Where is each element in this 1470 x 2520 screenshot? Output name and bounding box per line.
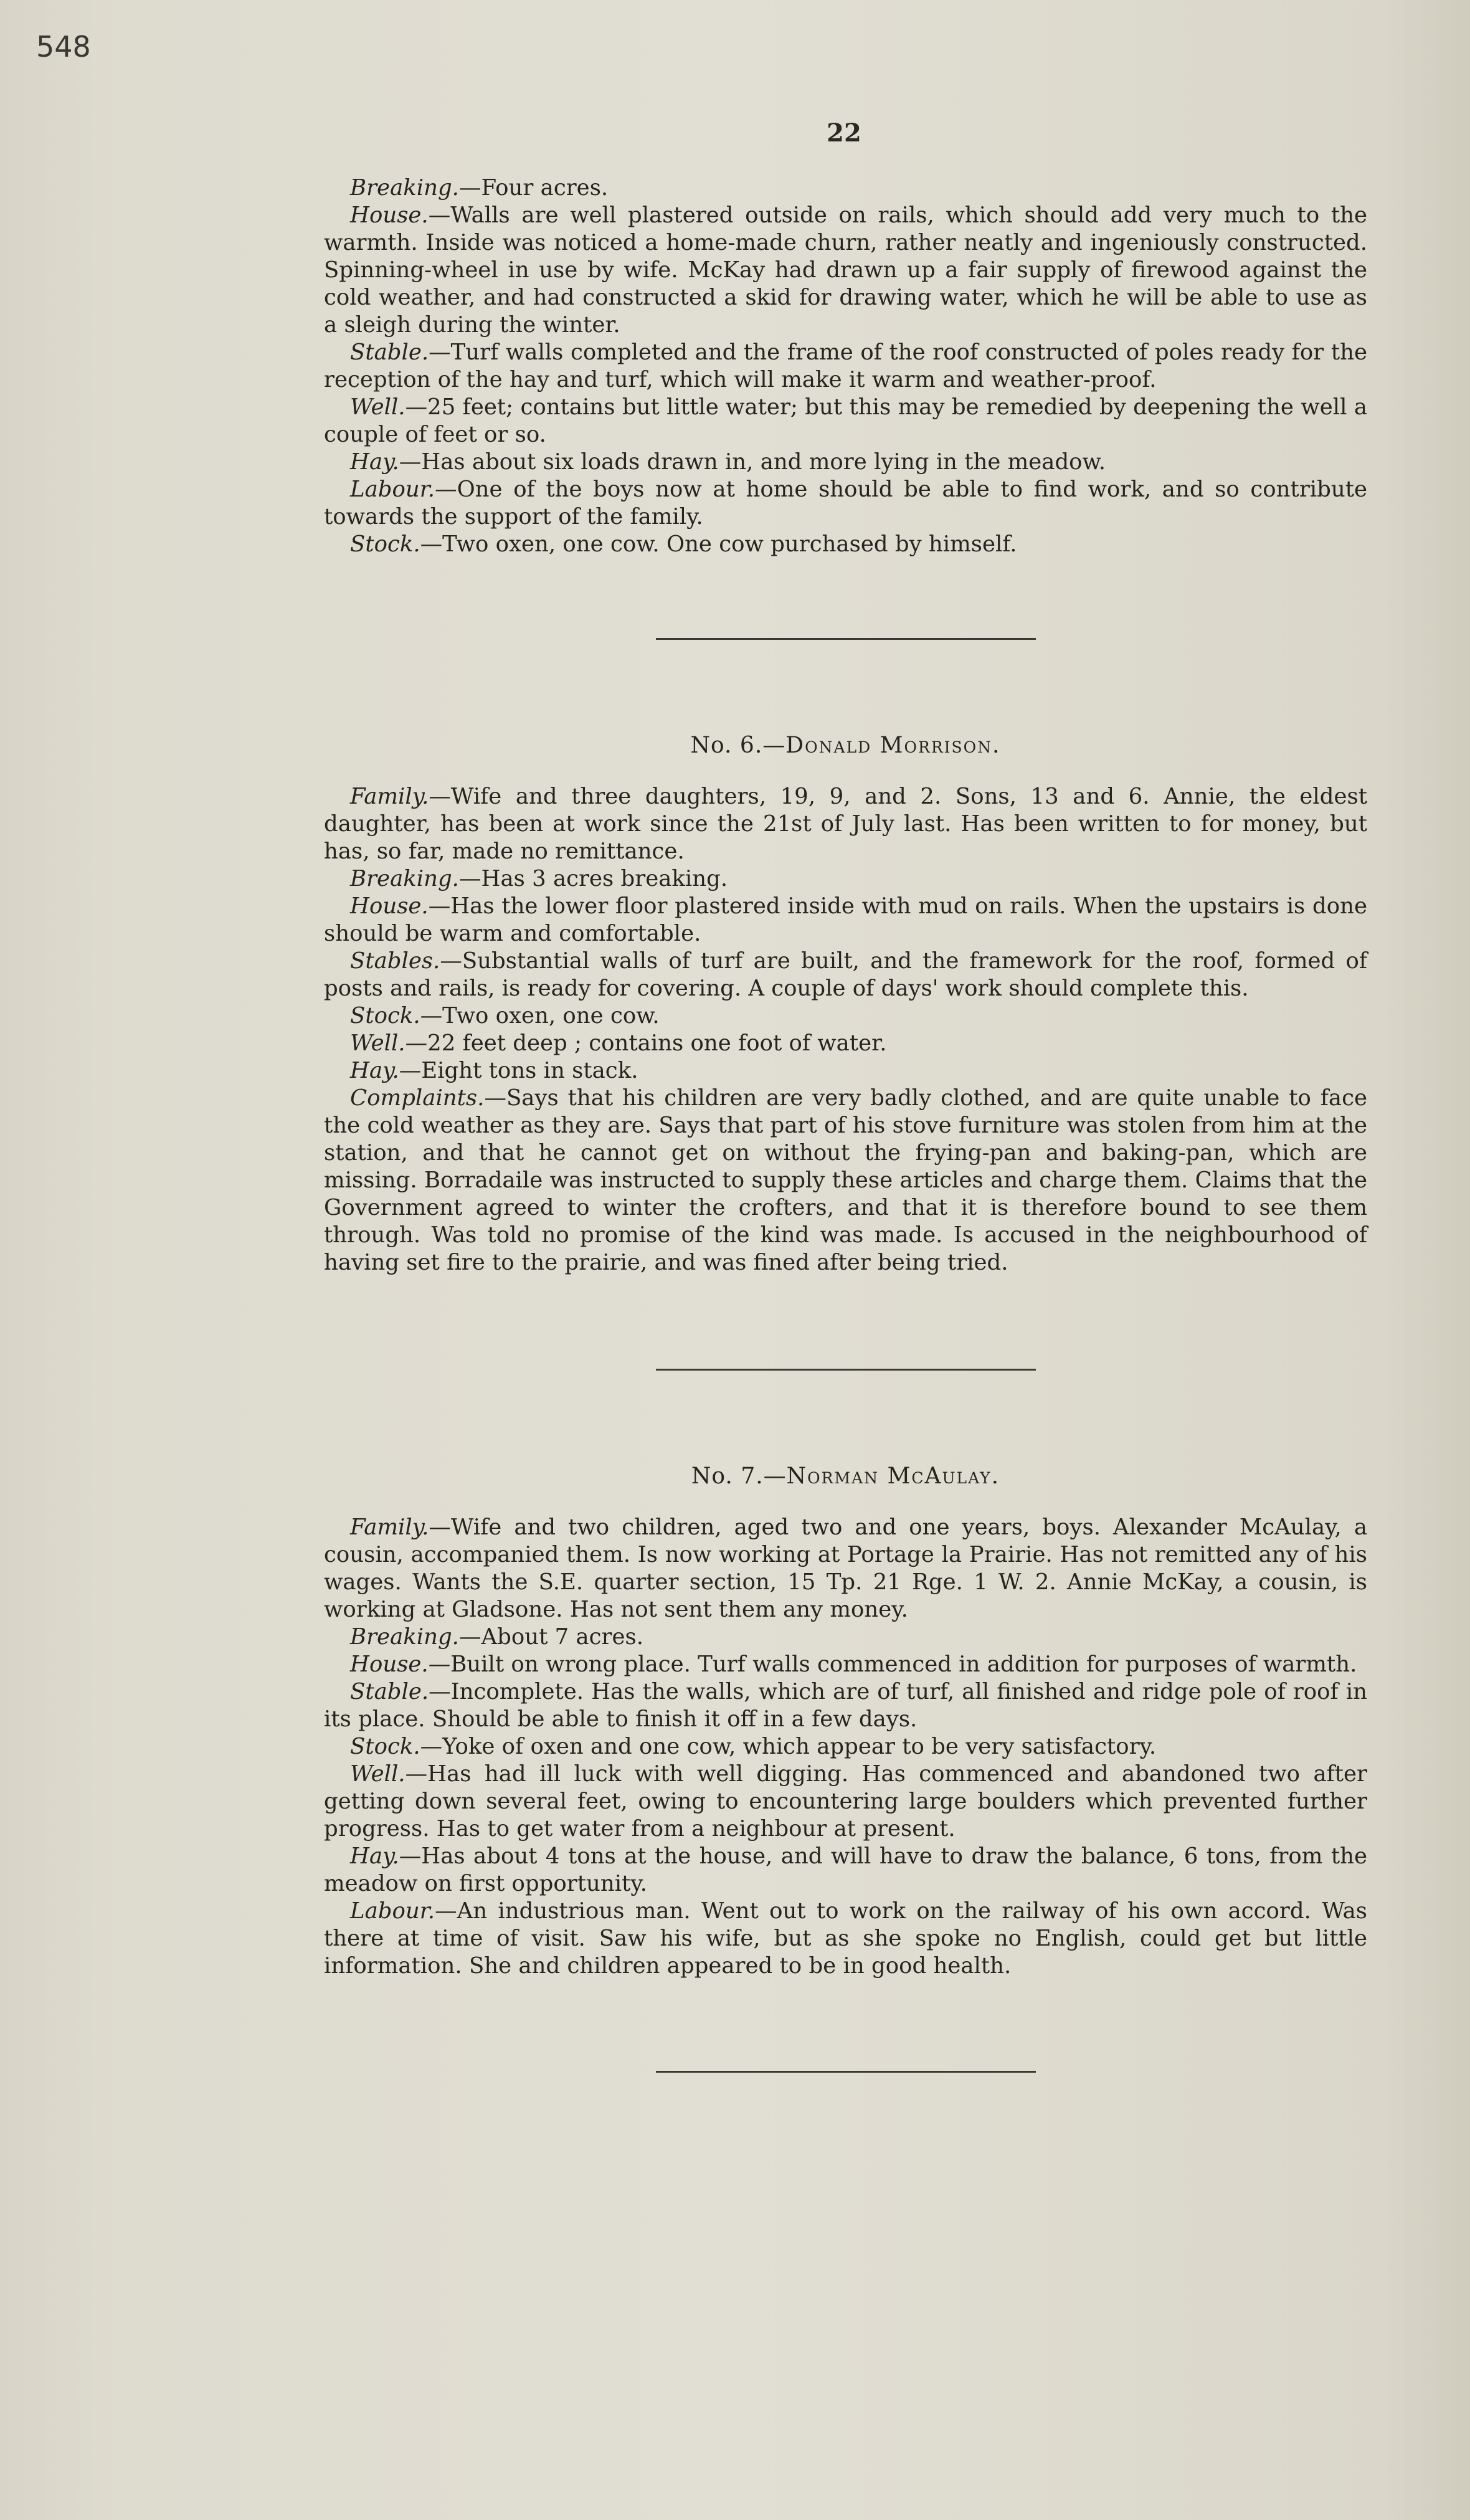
paragraph-text: —Two oxen, one cow. (420, 1003, 660, 1029)
paragraph (324, 1002, 1367, 1030)
section-heading-name: Donald Morrison. (785, 733, 1001, 758)
paragraph-text: —Says that his children are very badly clothed, and are quite unable to face the cold weather as they are. Says that part of his stove furniture was stolen from him at the station, and that he cannot get on without the frying-pan and baking-pan, which are missing. Borradaile was instructed to supply these articles and charge them. Claims that the Government agreed to winter the crofters, and that it is therefore bound to see them through. Was told no promise of the kind was made. Is accused in the neighbourhood of having set fire to the prairie, and was fined after being tried. (324, 1085, 1367, 1275)
paragraph-label: Breaking. (350, 1624, 459, 1650)
paragraph-text: —An industrious man. Went out to work on the railway of his own accord. Was there at time of visit. Saw his wife, but as she spoke no English, could get but little information. She and children appeared to be in good health. (324, 1898, 1367, 1979)
paragraph-label: Well. (350, 1761, 405, 1787)
paragraph (324, 1514, 1367, 1624)
paragraph-label: House. (350, 893, 429, 919)
section-heading-name: Norman McAulay. (786, 1463, 1000, 1489)
paragraph (324, 1030, 1367, 1057)
paragraph-text: —Turf walls completed and the frame of the roof constructed of poles ready for the reception of the hay and turf, which will make it warm and weather-proof. (324, 340, 1367, 392)
section-no-6 (324, 732, 1367, 1277)
paragraph-text: —Two oxen, one cow. One cow purchased by himself. (420, 531, 1017, 557)
paragraph-text: —Walls are well plastered outside on rails, which should add very much to the warmth. Inside was noticed a home-made churn, rather neatly and ingeniously constructed. Spinning-wheel in use by wife. McKay had drawn up a fair supply of firewood against the cold weather, and had constructed a skid for drawing water, which he will be able to use as a sleigh during the winter. (324, 202, 1367, 338)
paragraph-label: Stable. (350, 1679, 429, 1705)
section-heading (324, 1463, 1367, 1490)
paragraph (324, 531, 1367, 558)
paragraph-text: —Wife and three daughters, 19, 9, and 2. Sons, 13 and 6. Annie, the eldest daughter, has been at work since the 21st of July last. Has been written to for money, but has, so far, made no remittance. (324, 784, 1367, 864)
paragraph-label: Hay. (350, 1058, 399, 1083)
paragraph (324, 174, 1367, 202)
paragraph (324, 865, 1367, 893)
paragraph-label: Labour. (350, 477, 435, 502)
paragraph-text: —22 feet deep ; contains one foot of water. (405, 1030, 887, 1056)
paragraph-text: —Incomplete. Has the walls, which are of turf, all finished and ridge pole of roof in its place. Should be able to finish it off in a few days. (324, 1679, 1367, 1732)
corner-page-number: 548 (36, 30, 91, 64)
paragraph (324, 893, 1367, 948)
paragraph-text: —Has about six loads drawn in, and more lying in the meadow. (399, 449, 1106, 475)
paragraph-label: Labour. (350, 1898, 435, 1924)
paragraph (324, 476, 1367, 531)
paragraph-label: Complaints. (350, 1085, 485, 1111)
section-heading-number: No. 7.— (691, 1463, 787, 1489)
section-heading (324, 732, 1367, 759)
paragraph-label: Breaking. (350, 866, 459, 892)
paragraph-text: —One of the boys now at home should be able to find work, and so contribute towards the support of the family. (324, 477, 1367, 530)
paragraph-label: Stock. (350, 1734, 420, 1759)
paragraph-text: —Yoke of oxen and one cow, which appear to be very satisfactory. (420, 1734, 1157, 1759)
paragraph-label: Stable. (350, 340, 429, 365)
paragraph-label: House. (350, 1652, 429, 1677)
section-heading-number: No. 6.— (690, 733, 786, 758)
paragraph-text: —Eight tons in stack. (399, 1058, 638, 1083)
paragraph-label: Stock. (350, 1003, 420, 1029)
paragraph-text: —About 7 acres. (458, 1624, 644, 1650)
paragraph (324, 783, 1367, 865)
paragraph-text: —25 feet; contains but little water; but this may be remedied by deepening the well a couple of feet or so. (324, 394, 1367, 447)
paragraph (324, 339, 1367, 394)
paragraph (324, 1624, 1367, 1651)
page-body (324, 174, 1367, 2073)
section-no-7 (324, 1463, 1367, 1980)
paragraph-label: Well. (350, 1030, 405, 1056)
paragraph-text: —Wife and two children, aged two and one years, boys. Alexander McAulay, a cousin, accompanied them. Is now working at Portage la Prairie. Has not remitted any of his wages. Wants the S.E. quarter section, 15 Tp. 21 Rge. 1 W. 2. Annie McKay, a cousin, is working at Gladsone. Has not sent them any money. (324, 1514, 1367, 1622)
page-number: 22 (827, 118, 861, 148)
paragraph-label: Stock. (350, 531, 420, 557)
paragraph (324, 1678, 1367, 1733)
paragraph-text: —Has about 4 tons at the house, and will have to draw the balance, 6 tons, from the meadow on first opportunity. (324, 1843, 1367, 1896)
paragraph (324, 1761, 1367, 1843)
paragraph-label: Breaking. (350, 175, 459, 201)
paragraph (324, 394, 1367, 449)
paragraph-label: Stables. (350, 948, 440, 974)
section-mckay-continued (324, 174, 1367, 558)
paragraph-label: Well. (350, 394, 405, 420)
paragraph (324, 449, 1367, 476)
paragraph (324, 1057, 1367, 1085)
paragraph (324, 202, 1367, 339)
paragraph-label: Family. (350, 1514, 429, 1540)
paragraph-text: —Built on wrong place. Turf walls commenced in addition for purposes of warmth. (428, 1652, 1357, 1677)
paragraph-text: —Has 3 acres breaking. (458, 866, 728, 892)
paragraph-text: —Has the lower floor plastered inside with mud on rails. When the upstairs is done should be warm and comfortable. (324, 893, 1367, 946)
paragraph-text: —Has had ill luck with well digging. Has commenced and abandoned two after getting down several feet, owing to encountering large boulders which prevented further progress. Has to get water from a neighbour at present. (324, 1761, 1367, 1842)
paragraph-label: Hay. (350, 449, 399, 475)
paragraph (324, 1733, 1367, 1761)
paragraph (324, 1898, 1367, 1980)
section-divider (656, 2071, 1036, 2073)
paragraph (324, 1843, 1367, 1898)
paragraph (324, 1085, 1367, 1277)
paragraph (324, 1651, 1367, 1678)
paragraph (324, 948, 1367, 1002)
paragraph-text: —Four acres. (458, 175, 609, 201)
paragraph-text: —Substantial walls of turf are built, and the framework for the roof, formed of posts and rails, is ready for covering. A couple of days' work should complete this. (324, 948, 1367, 1001)
paragraph-label: Family. (350, 784, 429, 809)
paragraph-label: Hay. (350, 1843, 399, 1869)
paragraph-label: House. (350, 202, 429, 228)
